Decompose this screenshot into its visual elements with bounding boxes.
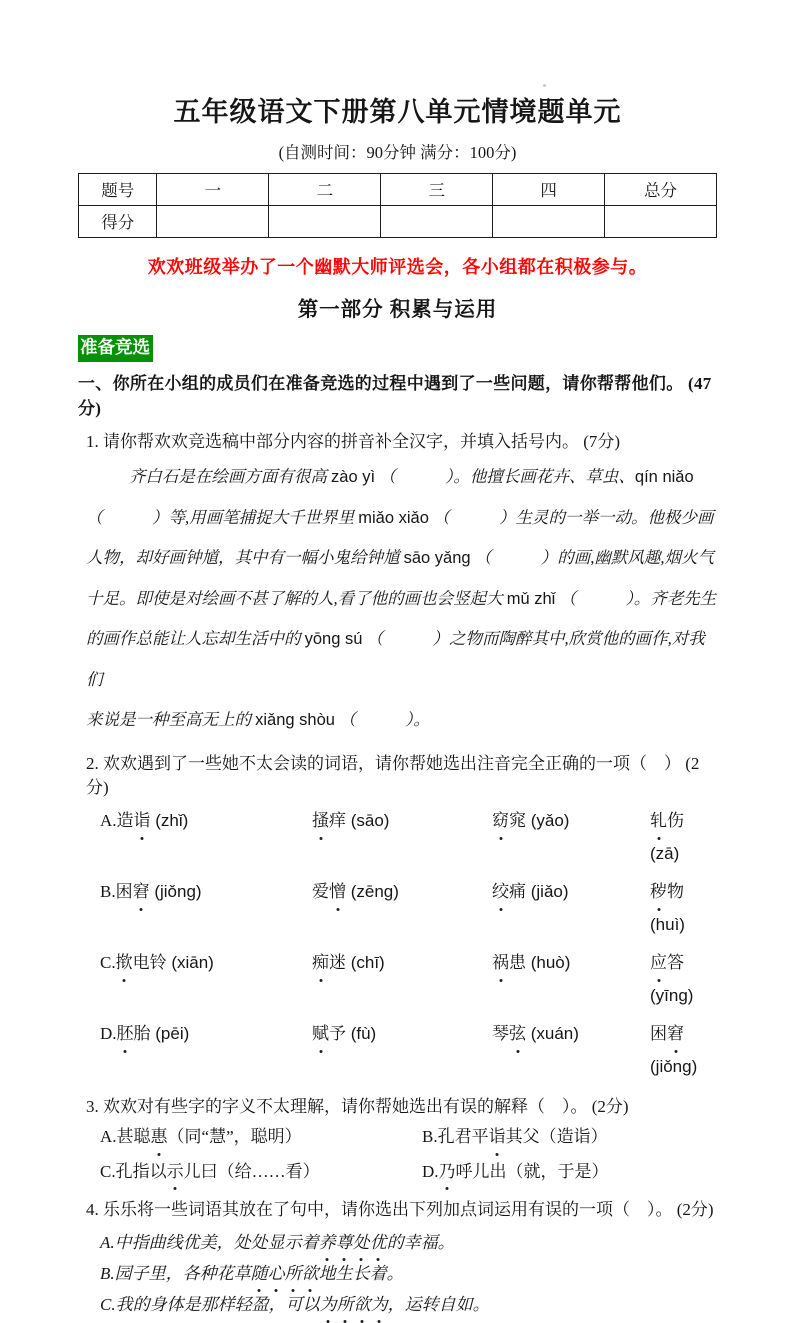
score-blank-cell (381, 205, 493, 237)
score-table-header-cell: 四 (493, 173, 605, 205)
q2-option-cell: 秽物 (huì) (650, 875, 717, 942)
q3-option-row-ab (100, 1121, 717, 1153)
q4-options (78, 1227, 717, 1320)
q4-option: C.我的身体是那样轻盈，可以为所欲为，运转自如。 (100, 1289, 717, 1320)
q3-option-cell: A.甚聪惠（同“慧”，聪明） (100, 1121, 422, 1153)
q2-option-cell: B.困窘 (jiǒng) (100, 875, 312, 942)
q2-option-cell: D.胚胎 (pēi) (100, 1017, 312, 1084)
score-table-header-cell: 三 (381, 173, 493, 205)
q3-option-row-cd (100, 1156, 717, 1188)
q4-option: B.园子里，各种花草随心所欲地生长着。 (100, 1258, 717, 1289)
part1-heading: 第一部分 积累与运用 (297, 298, 498, 321)
score-table-header-cell: 题号 (79, 173, 157, 205)
q1-passage-line: 齐白石是在绘画方面有很高 zào yì （ ）。他擅长画花卉、草虫、qín niǎo (128, 467, 694, 487)
score-table (78, 173, 717, 238)
q2-option-cell: C.揿电铃 (xiān) (100, 946, 312, 1013)
q2-option-cell: 应答 (yīng) (650, 946, 717, 1013)
page-subtitle: (自测时间：90分钟 满分：100分) (278, 142, 517, 162)
q2-option-cell: 轧伤 (zā) (650, 804, 717, 871)
q1-passage-line: 来说是一种至高无上的 xiǎng shòu （ ）。 (86, 710, 430, 730)
q1-passage-line: 人物，却好画钟馗，其中有一幅小鬼给钟馗 sāo yǎng （ ）的画,幽默风趣,烟火气 (86, 548, 714, 568)
q2-option-cell: 赋予 (fù) (312, 1017, 492, 1084)
score-blank-cell (269, 205, 381, 237)
badge-row (78, 335, 717, 362)
q2-option-cell: A.造诣 (zhǐ) (100, 804, 312, 871)
q2-stem: 2. 欢欢遇到了一些她不太会读的词语，请你帮她选出注音完全正确的一项（ ） (2分) (86, 753, 700, 797)
q3-stem: 3. 欢欢对有些字的字义不太理解，请你帮她选出有误的解释（ ）。 (2分) (86, 1096, 629, 1116)
stage-badge: 准备竞选 (78, 335, 153, 362)
q3-option-cell: C.孔指以示儿曰（给……看） (100, 1156, 422, 1188)
score-table-header-row (79, 173, 717, 205)
score-blank-cell (157, 205, 269, 237)
q2-option-cell: 绞痛 (jiǎo) (492, 875, 650, 942)
score-table-header-cell: 二 (269, 173, 381, 205)
score-table-header-cell: 总分 (605, 173, 717, 205)
q1-passage (86, 457, 717, 741)
q2-option-row-d (100, 1017, 717, 1084)
q2-option-cell: 爱憎 (zēng) (312, 875, 492, 942)
q2-option-cell: 搔痒 (sāo) (312, 804, 492, 871)
q1-passage-line: 十足。即使是对绘画不甚了解的人,看了他的画也会竖起大 mǔ zhǐ （ ）。齐老先生 (86, 588, 717, 608)
scan-artifact-dot (543, 84, 546, 87)
q2-option-row-a (100, 804, 717, 871)
q2-option-cell: 痴迷 (chī) (312, 946, 492, 1013)
score-blank-cell (605, 205, 717, 237)
q2-option-row-b (100, 875, 717, 942)
q4-stem: 4. 乐乐将一些词语其放在了句中，请你选出下列加点词运用有误的一项（ ）。 (2分) (86, 1200, 714, 1220)
q2-option-cell: 祸患 (huò) (492, 946, 650, 1013)
q1-passage-line: 的画作总能让人忘却生活中的 yōng sú （ ）之物而陶醉其中,欣赏他的画作,对我们 (86, 629, 705, 689)
score-blank-cell (493, 205, 605, 237)
q1-passage-line: （ ）等,用画笔捕捉大千世界里 miǎo xiǎo （ ）生灵的一举一动。他极少画 (86, 507, 714, 527)
q4-option: A.中指曲线优美，处处显示着养尊处优的幸福。 (100, 1227, 717, 1258)
q2-option-row-c (100, 946, 717, 1013)
q3-option-cell: B.孔君平诣其父（造诣） (422, 1121, 717, 1153)
score-table-header-cell: 一 (157, 173, 269, 205)
q2-option-cell: 窈窕 (yǎo) (492, 804, 650, 871)
q2-option-cell: 琴弦 (xuán) (492, 1017, 650, 1084)
scenario-intro-text: 欢欢班级举办了一个幽默大师评选会，各小组都在积极参与。 (147, 256, 648, 277)
section1-heading: 一、你所在小组的成员们在准备竞选的过程中遇到了一些问题，请你帮帮他们。 (47分) (78, 373, 712, 418)
q3-option-cell: D.乃呼儿出（就，于是） (422, 1156, 717, 1188)
q2-option-cell: 困窘 (jiǒng) (650, 1017, 717, 1084)
score-table-score-row (79, 205, 717, 237)
q1-stem: 1. 请你帮欢欢竞选稿中部分内容的拼音补全汉字，并填入括号内。 (7分) (86, 431, 621, 451)
score-row-label: 得分 (79, 205, 157, 237)
page-title: 五年级语文下册第八单元情境题单元 (173, 97, 622, 127)
